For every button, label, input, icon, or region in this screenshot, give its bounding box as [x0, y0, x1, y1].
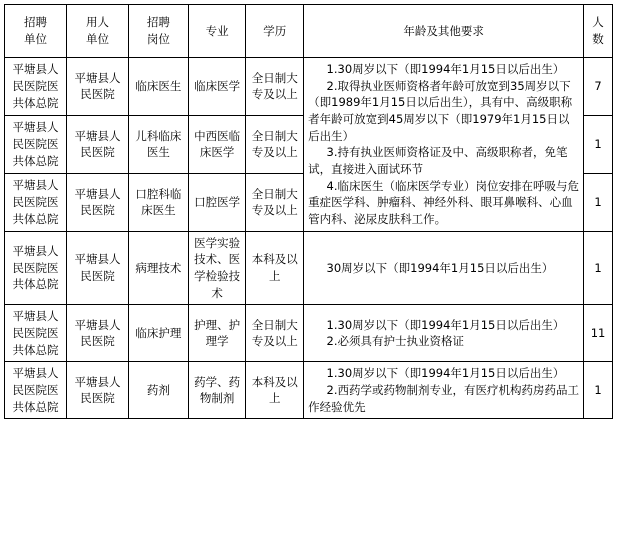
cell-education: 全日制大专及以上	[246, 115, 304, 173]
cell-major: 临床医学	[188, 58, 246, 116]
column-header-education: 学历	[246, 5, 304, 58]
cell-education: 全日制大专及以上	[246, 58, 304, 116]
column-header-recruiting-unit-line2: 单位	[23, 32, 47, 46]
table-row	[5, 305, 613, 362]
column-header-employer-line1: 用人	[85, 15, 109, 30]
column-header-requirements: 年龄及其他要求	[304, 5, 584, 58]
table-row	[5, 231, 613, 305]
cell-recruiting-unit: 平塘县人民医院医共体总院	[5, 305, 67, 362]
cell-post: 口腔科临床医生	[128, 173, 188, 231]
cell-employer: 平塘县人民医院	[66, 58, 128, 116]
cell-count: 1	[584, 362, 613, 419]
cell-count: 7	[584, 58, 613, 116]
cell-count: 11	[584, 305, 613, 362]
cell-major: 口腔医学	[188, 173, 246, 231]
cell-education: 本科及以上	[246, 362, 304, 419]
cell-employer: 平塘县人民医院	[66, 115, 128, 173]
cell-requirements	[304, 362, 584, 419]
column-header-employer-line2: 单位	[85, 32, 109, 46]
cell-major: 医学实验技术、医学检验技术	[188, 231, 246, 305]
requirement-line: 2.必须具有护士执业资格证	[326, 334, 465, 349]
cell-post: 药剂	[128, 362, 188, 419]
cell-employer: 平塘县人民医院	[66, 231, 128, 305]
cell-major: 护理、护理学	[188, 305, 246, 362]
cell-count: 1	[584, 231, 613, 305]
cell-major: 中西医临床医学	[188, 115, 246, 173]
cell-requirements	[304, 305, 584, 362]
cell-post: 临床医生	[128, 58, 188, 116]
cell-post: 病理技术	[128, 231, 188, 305]
table-row	[5, 58, 613, 116]
column-header-post-line2: 岗位	[146, 32, 170, 46]
cell-recruiting-unit: 平塘县人民医院医共体总院	[5, 231, 67, 305]
requirement-line: 1.30周岁以下（即1994年1月15日以后出生）	[326, 366, 565, 381]
cell-post: 儿科临床医生	[128, 115, 188, 173]
recruitment-table	[4, 4, 613, 419]
cell-education: 本科及以上	[246, 231, 304, 305]
column-header-count-line2: 数	[592, 32, 604, 46]
cell-recruiting-unit: 平塘县人民医院医共体总院	[5, 58, 67, 116]
requirement-line: 3.持有执业医师资格证及中、高级职称者，免笔试，直接进入面试环节	[308, 145, 568, 177]
column-header-count	[584, 5, 613, 58]
cell-major: 药学、药物制剂	[188, 362, 246, 419]
cell-employer: 平塘县人民医院	[66, 173, 128, 231]
cell-education: 全日制大专及以上	[246, 173, 304, 231]
cell-requirements	[304, 58, 584, 232]
requirement-line: 2.西药学或药物制剂专业，有医疗机构药房药品工作经验优先	[308, 383, 580, 414]
requirement-line: 2.取得执业医师资格者年龄可放宽到35周岁以下（即1989年1月15日以后出生），具有中、高级职称者年龄可放宽到45周岁以下（即1979年1月15日以后出生）	[308, 78, 573, 143]
requirement-line: 1.30周岁以下（即1994年1月15日以后出生）	[326, 62, 565, 76]
cell-education: 全日制大专及以上	[246, 305, 304, 362]
table-header-row	[5, 5, 613, 58]
cell-count: 1	[584, 173, 613, 231]
requirement-line: 4.临床医生（临床医学专业）岗位安排在呼吸与危重症医学科、肿瘤科、神经外科、眼耳鼻喉科、心血管内科、泌尿皮肤科工作。	[308, 178, 580, 227]
column-header-recruiting-unit	[5, 5, 67, 58]
cell-employer: 平塘县人民医院	[66, 362, 128, 419]
column-header-employer	[66, 5, 128, 58]
requirement-line: 1.30周岁以下（即1994年1月15日以后出生）	[326, 317, 565, 332]
requirement-line: 30周岁以下（即1994年1月15日以后出生）	[326, 260, 554, 275]
cell-post: 临床护理	[128, 305, 188, 362]
column-header-post-line1: 招聘	[146, 15, 170, 30]
column-header-post	[128, 5, 188, 58]
column-header-count-line1: 人	[592, 15, 604, 30]
cell-employer: 平塘县人民医院	[66, 305, 128, 362]
column-header-recruiting-unit-line1: 招聘	[23, 15, 47, 30]
cell-recruiting-unit: 平塘县人民医院医共体总院	[5, 362, 67, 419]
cell-recruiting-unit: 平塘县人民医院医共体总院	[5, 173, 67, 231]
cell-count: 1	[584, 115, 613, 173]
column-header-major: 专业	[188, 5, 246, 58]
table-row	[5, 362, 613, 419]
cell-recruiting-unit: 平塘县人民医院医共体总院	[5, 115, 67, 173]
cell-requirements	[304, 231, 584, 305]
